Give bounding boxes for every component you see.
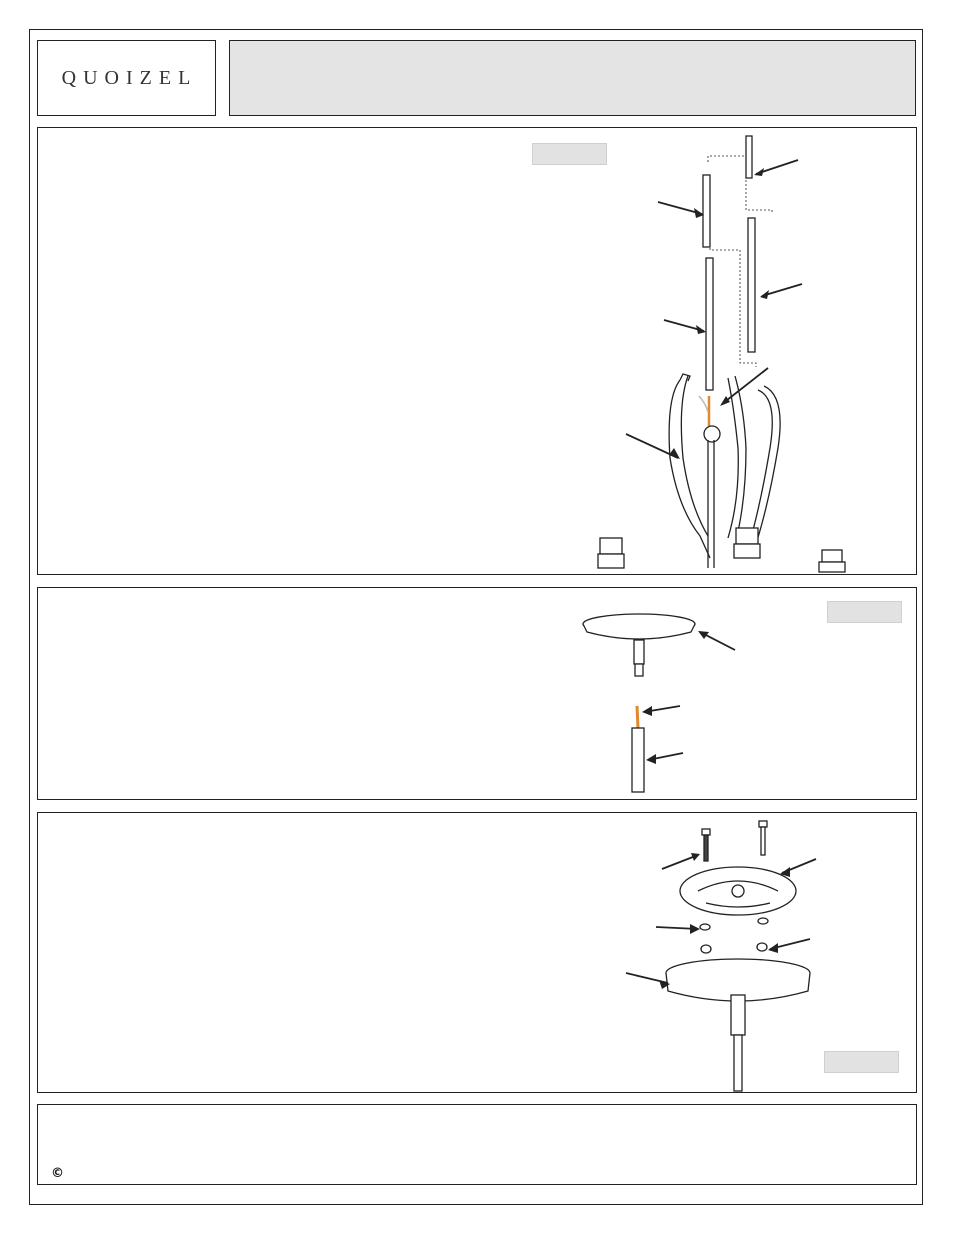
wire: [637, 706, 638, 728]
step-3-panel: [37, 812, 917, 1093]
footer-panel: [37, 1104, 917, 1185]
crossbar-icon: [680, 867, 796, 915]
brand-logo: [37, 40, 216, 116]
copyright-mark: ©: [51, 1166, 64, 1181]
arrow-icon: [644, 632, 735, 760]
step-2-panel: [37, 587, 917, 800]
stem-rod-icon: [703, 136, 755, 390]
alignment-guides: [708, 141, 772, 367]
title-bar: [229, 40, 916, 116]
step-1-illustration: [38, 128, 918, 576]
canopy-icon: [583, 614, 695, 676]
logo-text: QUOIZEL: [61, 66, 198, 89]
socket-icon: [598, 528, 845, 572]
cord-tube: [632, 728, 644, 792]
screw-icon: [702, 821, 767, 861]
canopy-icon: [666, 959, 810, 1091]
step-3-illustration: [38, 813, 918, 1094]
step-1-panel: [37, 127, 917, 575]
body-ball: [704, 426, 720, 442]
step-2-illustration: [38, 588, 918, 801]
arrow-icon: [626, 160, 802, 458]
nuts: [700, 918, 768, 953]
